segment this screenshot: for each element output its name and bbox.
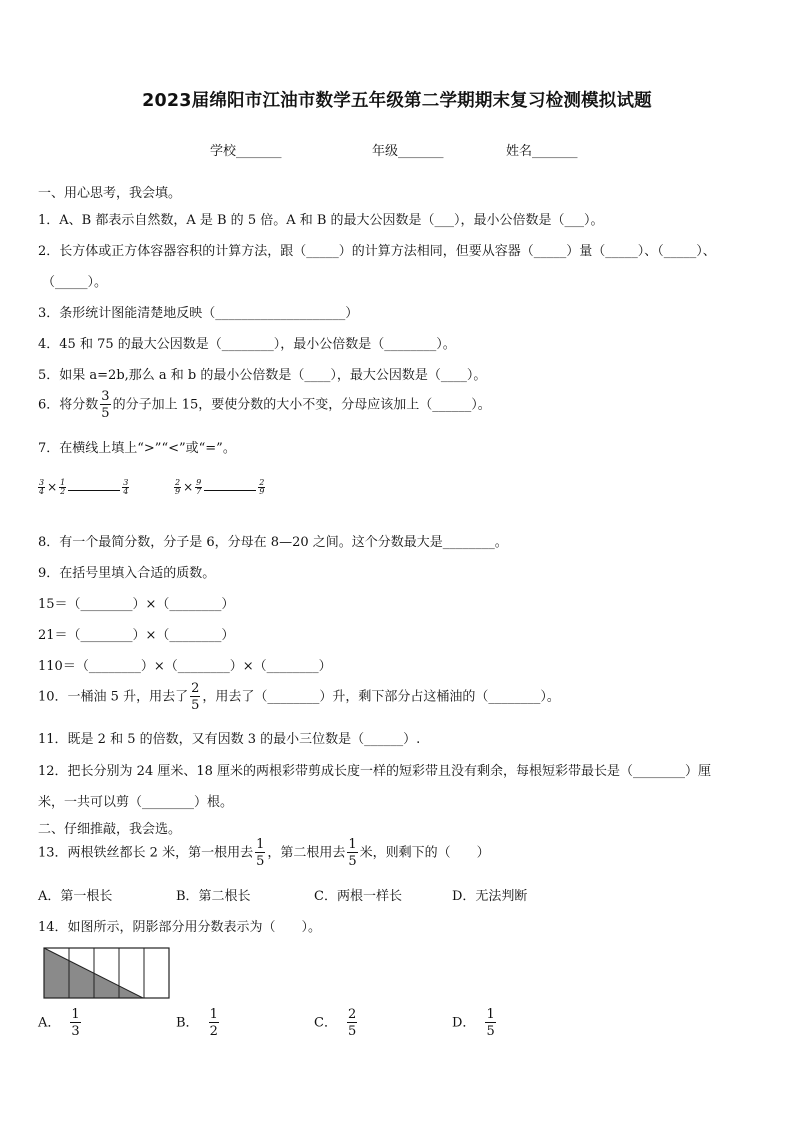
- fraction: [190, 682, 200, 712]
- q13-option-d[interactable]: D．无法判断: [452, 889, 528, 904]
- fraction: [195, 479, 202, 496]
- option-label: C．: [314, 1015, 337, 1031]
- comparison-expression-1: [36, 478, 131, 496]
- name-field: 姓名_______: [506, 144, 578, 159]
- times-sign: ×: [183, 480, 194, 494]
- section-1-heading: 一、用心思考，我会填。: [38, 186, 182, 201]
- question-9-a: 15＝（________）×（________）: [38, 597, 235, 612]
- fraction-numerator: 2: [191, 681, 200, 696]
- fraction-numerator: 1: [60, 478, 66, 487]
- fraction: [485, 1008, 495, 1038]
- answer-blank[interactable]: [68, 478, 120, 491]
- comparison-expression-2: [172, 478, 267, 496]
- page-title: 2023届绵阳市江油市数学五年级第二学期期末复习检测模拟试题: [142, 91, 652, 111]
- fraction-numerator: 9: [196, 478, 202, 487]
- fraction: [347, 838, 357, 868]
- question-2-line-1: 2．长方体或正方体容器容积的计算方法，跟（_____）的计算方法相同，但要从容器（_____）量（_____）、（_____）、: [38, 244, 716, 259]
- fraction: [38, 479, 45, 496]
- q13-option-a[interactable]: A．第一根长: [38, 889, 113, 904]
- section-2-heading: 二、仔细推敲，我会选。: [38, 822, 182, 837]
- fraction-denominator: 9: [175, 487, 181, 496]
- fraction-numerator: 2: [259, 478, 265, 487]
- fraction-numerator: 3: [39, 478, 45, 487]
- answer-blank[interactable]: [204, 478, 256, 491]
- q14-option-d[interactable]: [452, 1008, 498, 1038]
- fraction: [70, 1008, 80, 1038]
- fraction: [122, 479, 129, 496]
- option-label: B．: [176, 1015, 199, 1031]
- question-10-prefix: 10．一桶油 5 升，用去了: [38, 689, 189, 705]
- shaded-rectangle-figure: [43, 947, 171, 999]
- fraction: [59, 479, 66, 496]
- question-9-b: 21＝（________）×（________）: [38, 628, 235, 643]
- fraction-denominator: 7: [196, 487, 202, 496]
- question-10: [38, 682, 560, 712]
- fraction: [255, 838, 265, 868]
- question-13-middle: ，第二根用去: [267, 845, 346, 861]
- question-6: [38, 390, 491, 420]
- fraction-numerator: 1: [71, 1007, 80, 1022]
- fraction-denominator: 5: [486, 1024, 495, 1039]
- fraction-numerator: 1: [209, 1007, 218, 1022]
- times-sign: ×: [47, 480, 58, 494]
- fraction-denominator: 2: [209, 1024, 218, 1039]
- fraction-numerator: 2: [347, 1007, 357, 1022]
- question-9: 9．在括号里填入合适的质数。: [38, 566, 216, 581]
- fraction: [174, 479, 181, 496]
- question-1: 1．A、B 都表示自然数，A 是 B 的 5 倍。A 和 B 的最大公因数是（___），最小公倍数是（___）。: [38, 213, 604, 228]
- fraction: [100, 390, 110, 420]
- question-2-line-2: （_____）。: [42, 275, 108, 290]
- question-5: 5．如果 a=2b,那么 a 和 b 的最小公倍数是（____），最大公因数是（____）。: [38, 368, 487, 383]
- option-label: D．: [452, 1015, 476, 1031]
- fraction-numerator: 1: [348, 837, 357, 852]
- fraction: [209, 1008, 219, 1038]
- fraction-denominator: 5: [347, 1024, 357, 1039]
- q14-option-b[interactable]: [176, 1008, 221, 1038]
- fraction-denominator: 4: [39, 487, 45, 496]
- fraction-denominator: 9: [259, 487, 265, 496]
- question-7: 7．在横线上填上“>”“<”或“=”。: [38, 441, 236, 456]
- fraction-denominator: 5: [348, 854, 357, 869]
- fraction-denominator: 3: [71, 1024, 80, 1039]
- fraction-numerator: 3: [123, 478, 129, 487]
- q14-option-a[interactable]: [38, 1008, 83, 1038]
- q13-option-c[interactable]: C．两根一样长: [314, 889, 402, 904]
- question-12-line-1: 12．把长分别为 24 厘米、18 厘米的两根彩带剪成长度一样的短彩带且没有剩余，每根短彩带最长是（________）厘: [38, 764, 712, 779]
- fraction-numerator: 1: [486, 1007, 495, 1022]
- question-12-line-2: 米，一共可以剪（________）根。: [38, 795, 234, 810]
- grade-field: 年级_______: [372, 144, 444, 159]
- fraction-numerator: 3: [101, 389, 110, 404]
- question-14: 14．如图所示，阴影部分用分数表示为（ ）。: [38, 920, 322, 935]
- fraction-numerator: 2: [175, 478, 181, 487]
- fraction-denominator: 5: [256, 854, 265, 869]
- fraction-denominator: 4: [123, 487, 129, 496]
- question-9-c: 110＝（________）×（________）×（________）: [38, 659, 332, 674]
- question-6-suffix: 的分子加上 15，要使分数的大小不变，分母应该加上（______）。: [112, 397, 491, 413]
- fraction-denominator: 5: [101, 406, 110, 421]
- question-13: [38, 838, 490, 868]
- fraction-denominator: 2: [60, 487, 66, 496]
- fraction-denominator: 5: [191, 698, 200, 713]
- fraction: [347, 1008, 357, 1038]
- question-6-prefix: 6．将分数: [38, 397, 99, 413]
- question-11: 11．既是 2 和 5 的倍数，又有因数 3 的最小三位数是（______）.: [38, 732, 421, 747]
- fraction-numerator: 1: [256, 837, 265, 852]
- question-10-suffix: ，用去了（________）升，剩下部分占这桶油的（________）。: [202, 689, 560, 705]
- question-3: 3．条形统计图能清楚地反映（____________________）: [38, 306, 359, 321]
- fraction: [258, 479, 265, 496]
- question-13-prefix: 13．两根铁丝都长 2 米，第一根用去: [38, 845, 254, 861]
- question-8: 8．有一个最简分数，分子是 6，分母在 8—20 之间。这个分数最大是________。: [38, 535, 508, 550]
- question-13-suffix: 米，则剩下的（ ）: [359, 845, 490, 861]
- question-4: 4．45 和 75 的最大公因数是（________），最小公倍数是（________）。: [38, 337, 456, 352]
- option-label: A．: [38, 1015, 61, 1031]
- school-field: 学校_______: [210, 144, 282, 159]
- q14-option-c[interactable]: [314, 1008, 359, 1038]
- q13-option-b[interactable]: B．第二根长: [176, 889, 251, 904]
